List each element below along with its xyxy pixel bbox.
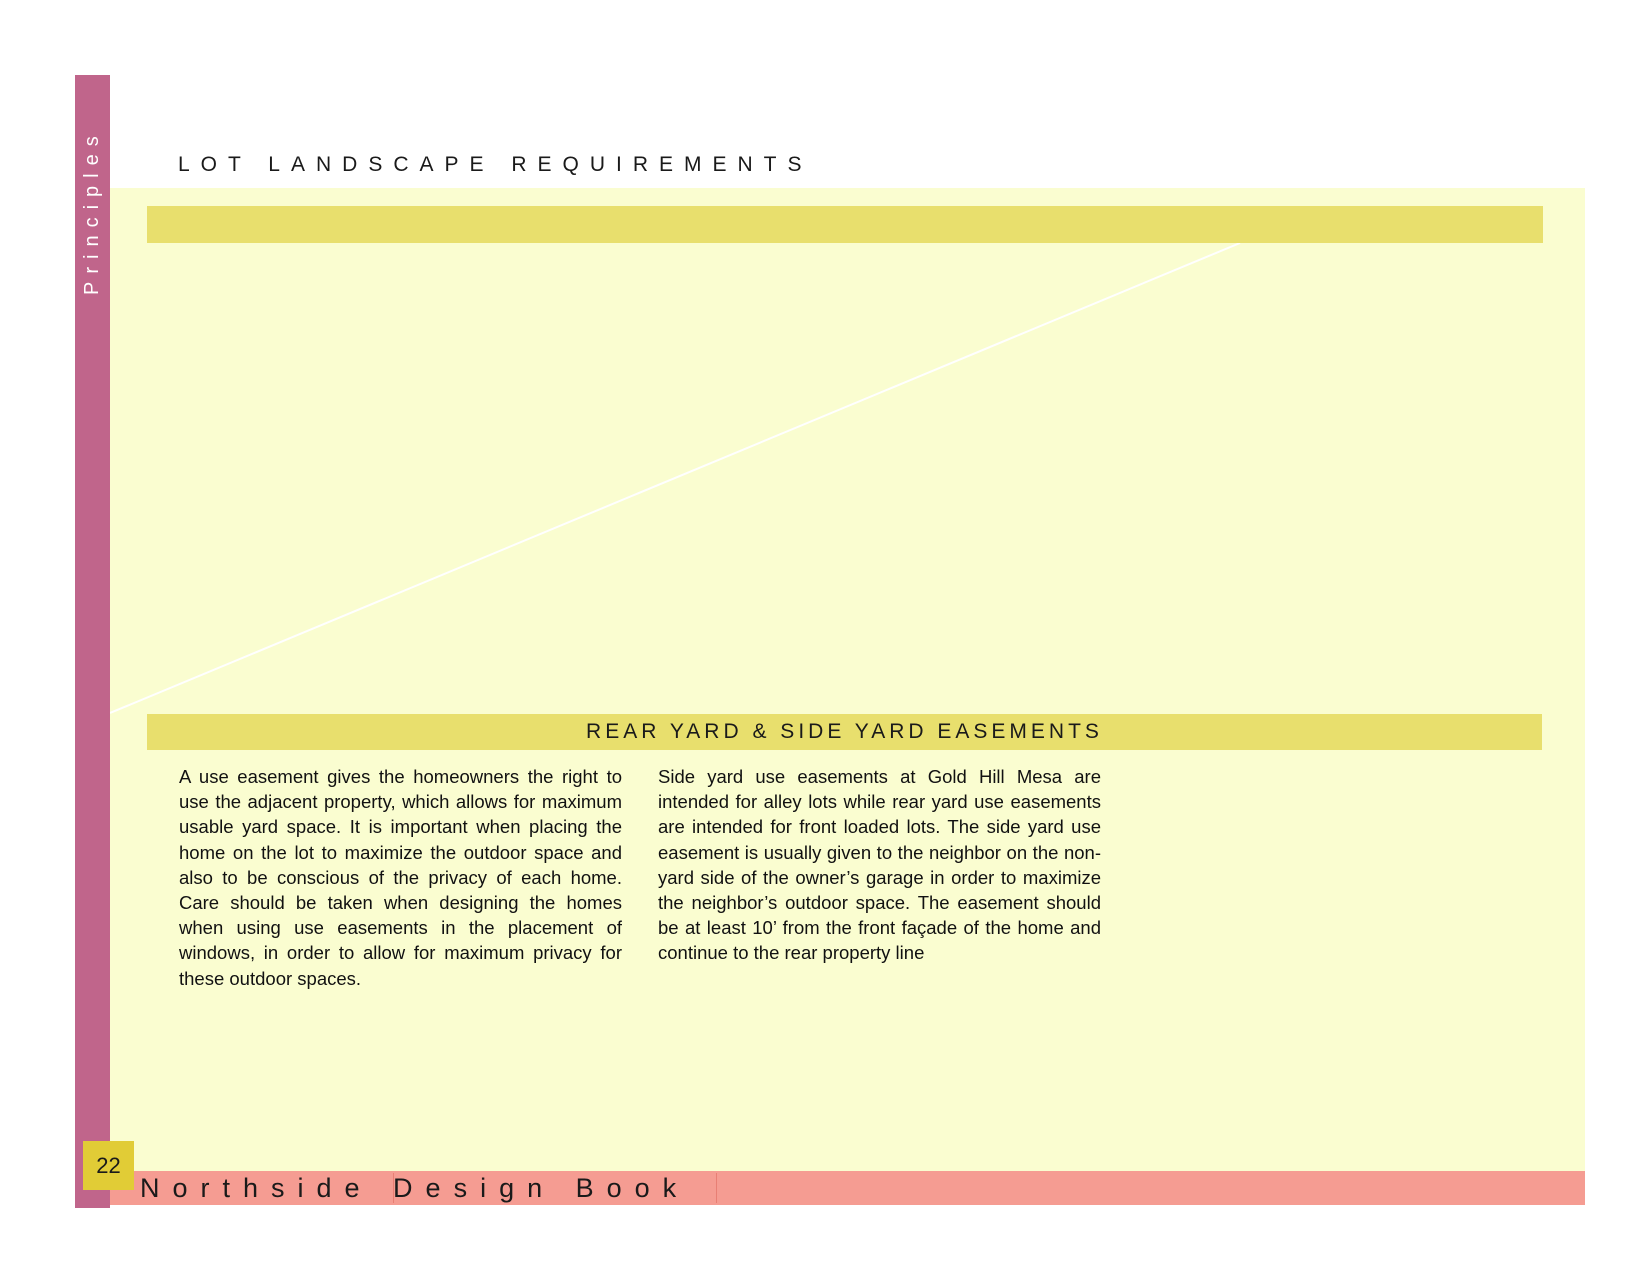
image-header-band xyxy=(147,206,1543,243)
page-number: 22 xyxy=(83,1141,134,1190)
footer-title: Northside Design Book xyxy=(140,1172,690,1203)
body-text-column-left: A use easement gives the homeowners the right to use the adjacent property, which allows for maximum usable yard space. It is important when placing the home on the lot to maximize the outdoor space and also to be conscious of the privacy of each home. Care should be taken when designing the homes when using use easements in the placement of windows, in order to allow for maximum privacy for these outdoor spaces. xyxy=(179,766,622,989)
page-title: LOT LANDSCAPE REQUIREMENTS xyxy=(178,153,813,176)
body-text-column-right: Side yard use easements at Gold Hill Mesa are intended for alley lots while rear yard use easements are intended for front loaded lots. The side yard use easement is usually given to the neighbor on the non-yard side of the owner’s garage in order to maximize the neighbor’s outdoor space. The easement should be at least 10’ from the front façade of the home and continue to the rear property line xyxy=(658,766,1101,964)
footer-divider-end xyxy=(716,1173,717,1203)
diagonal-line xyxy=(110,188,1585,718)
sidebar-label: Principles xyxy=(81,128,103,295)
section-title: REAR YARD & SIDE YARD EASEMENTS xyxy=(586,720,1103,743)
section-header-band xyxy=(147,714,1542,750)
